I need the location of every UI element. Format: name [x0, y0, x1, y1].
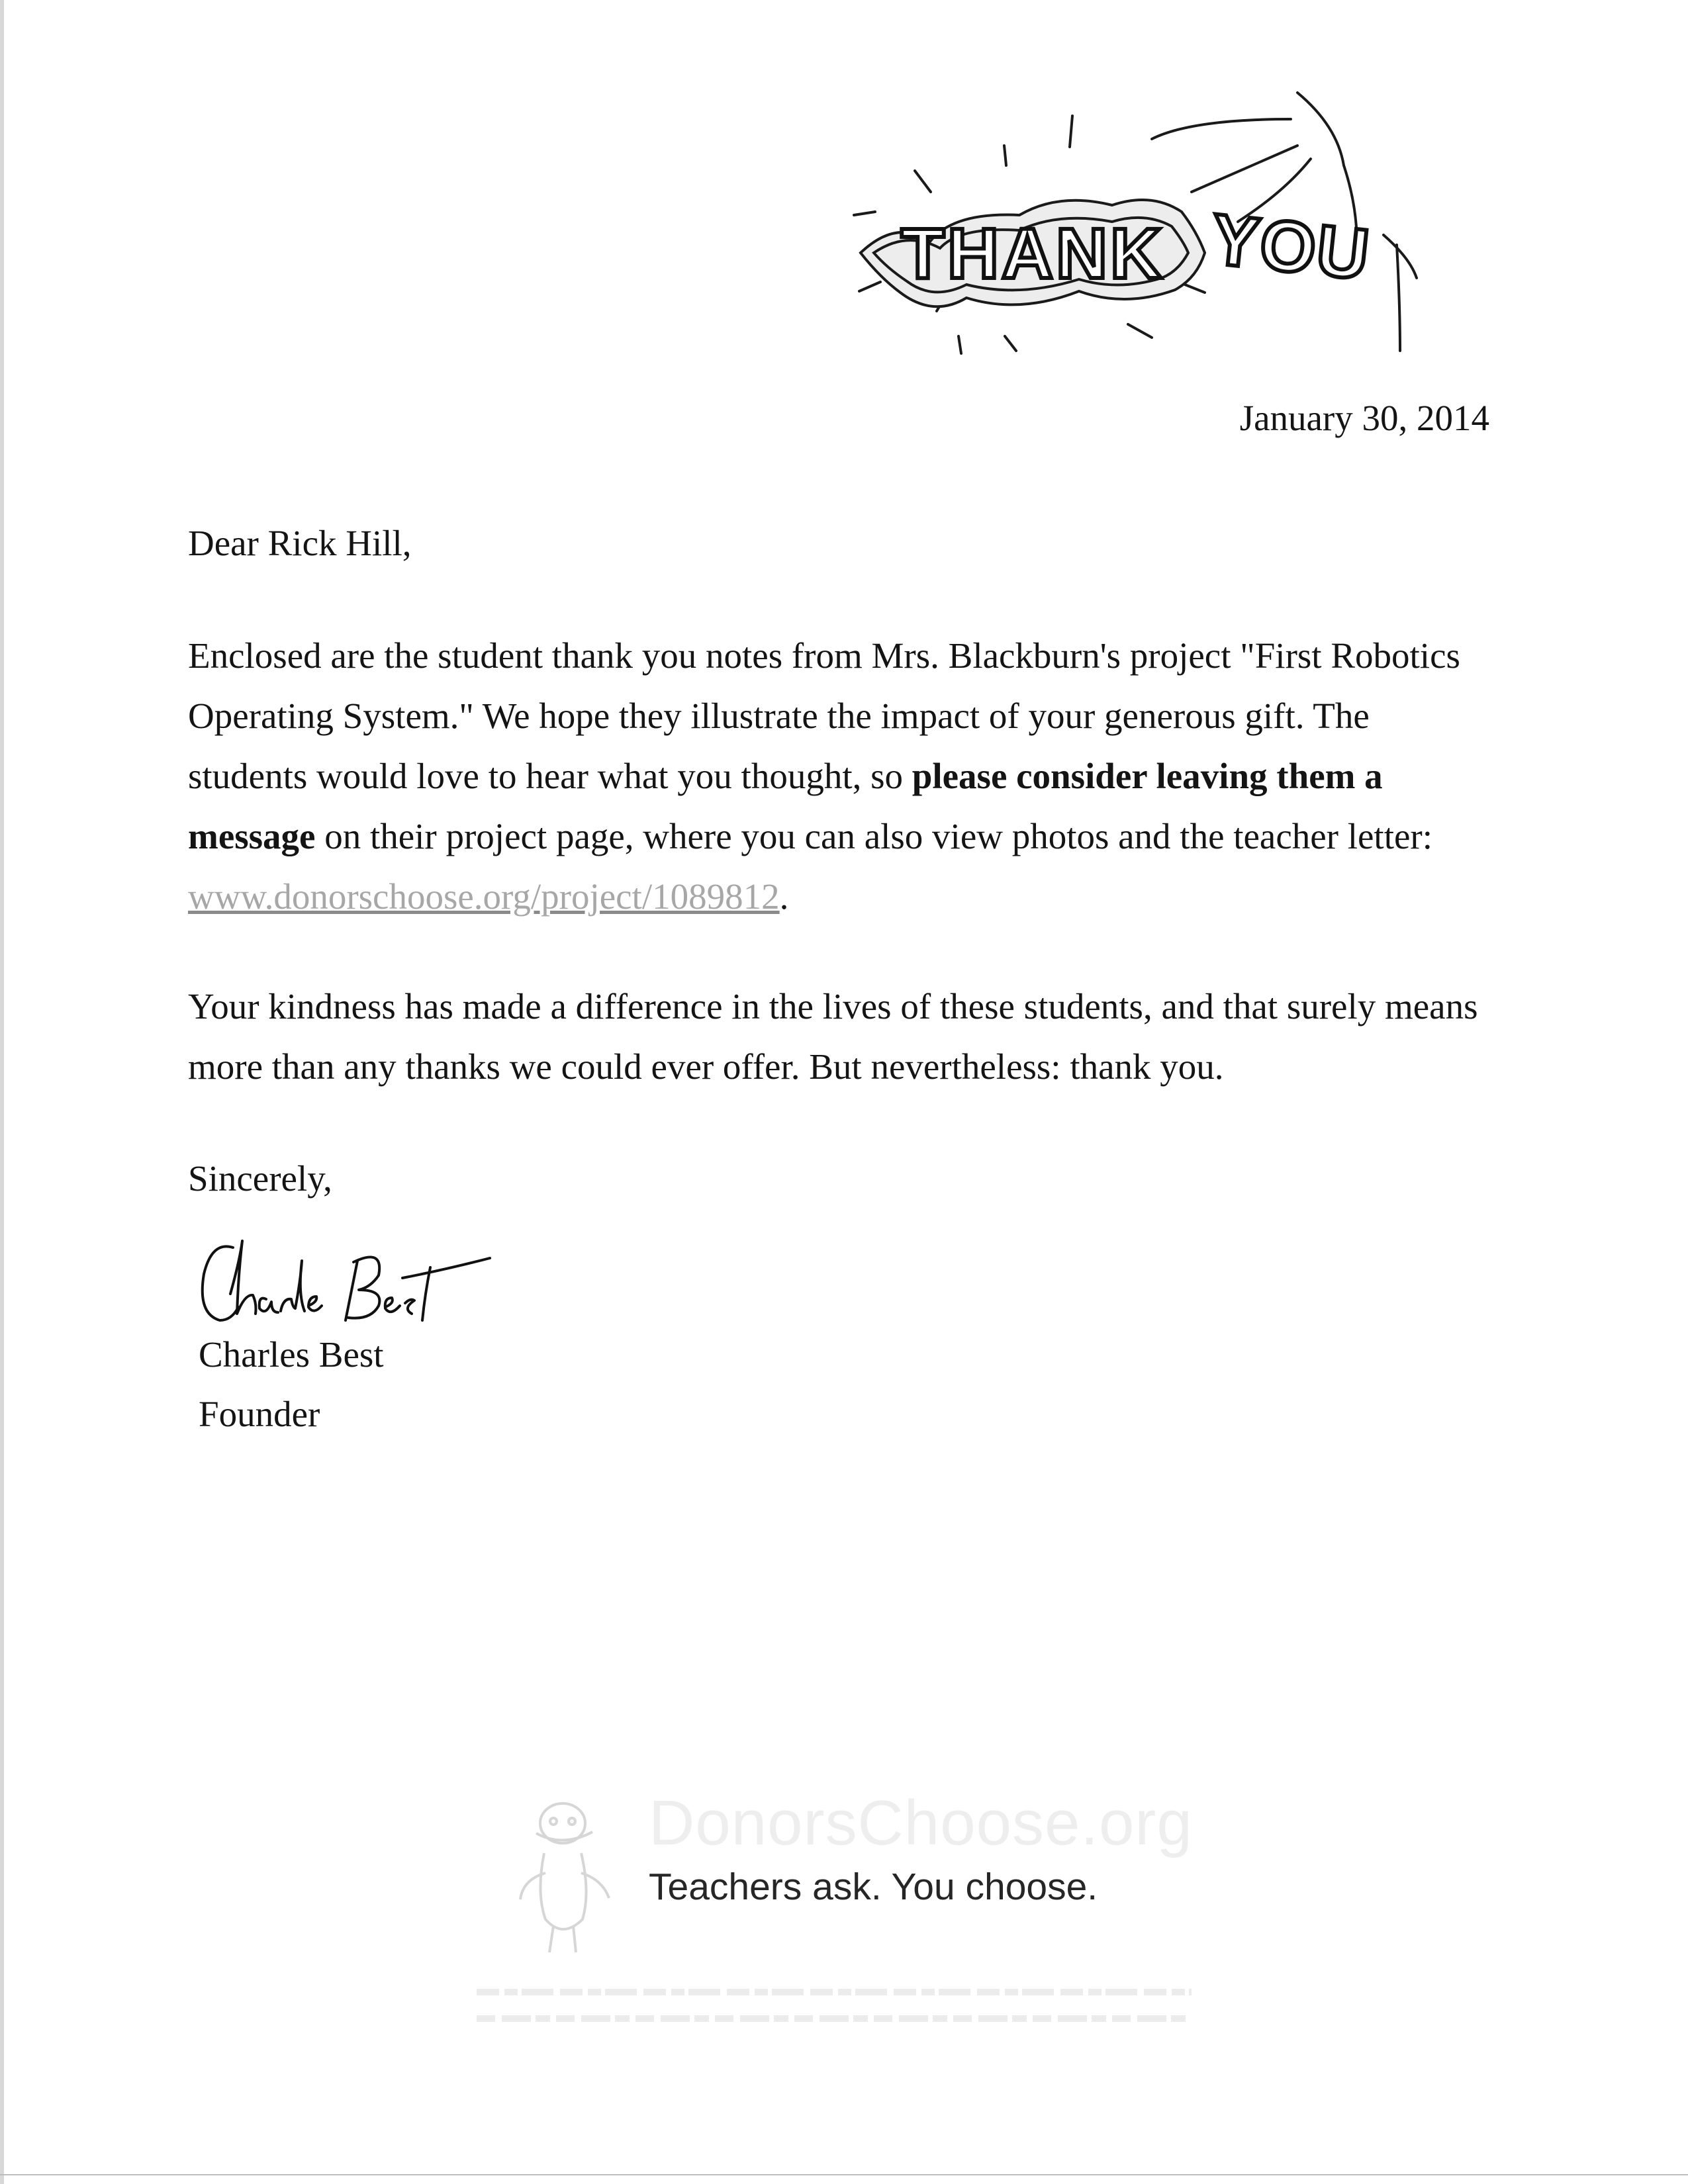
signer-name: Charles Best — [199, 1334, 384, 1375]
paragraph-notes — [188, 625, 1485, 927]
closing: Sincerely, — [188, 1158, 332, 1199]
signer-title: Founder — [199, 1394, 320, 1434]
paragraph-notes-start: Enclosed are the student thank you notes from Mrs. Blackburn's project "First Robotics Operating System." We hope they illustrate the impact of your generous gift. The students would love to hear what you thought, so — [188, 635, 1460, 796]
footer-address-line — [477, 2015, 1192, 2022]
letter-date: January 30, 2014 — [1239, 398, 1489, 438]
logo-wordmark: DonorsChoose.org — [649, 1788, 1193, 1858]
message-call-to-action: please consider leaving them a message — [188, 756, 1383, 856]
thank-art-text: THANK — [901, 213, 1164, 293]
tagline: Teachers ask. You choose. — [649, 1866, 1098, 1908]
scan-edge — [0, 0, 4, 2184]
donorschoose-logo — [503, 1787, 1193, 1985]
salutation: Dear Rick Hill, — [188, 523, 412, 563]
mascot-icon — [510, 1787, 642, 1959]
paragraph-notes-end: . — [779, 876, 789, 917]
footer-address-line — [477, 1989, 1192, 1995]
thank-you-illustration — [834, 79, 1483, 390]
scan-bottom-edge — [0, 2174, 1688, 2175]
project-link[interactable]: www.donorschoose.org/project/1089812 — [188, 876, 780, 917]
paragraph-kindness: Your kindness has made a difference in the lives of these students, and that surely means more than any thanks we could ever offer. But nevertheless: thank you. — [188, 986, 1478, 1087]
paragraph-notes-mid: on their project page, where you can also view photos and the teacher letter: — [315, 816, 1432, 856]
signature — [192, 1221, 496, 1334]
you-art-text: YOU — [1207, 198, 1374, 295]
